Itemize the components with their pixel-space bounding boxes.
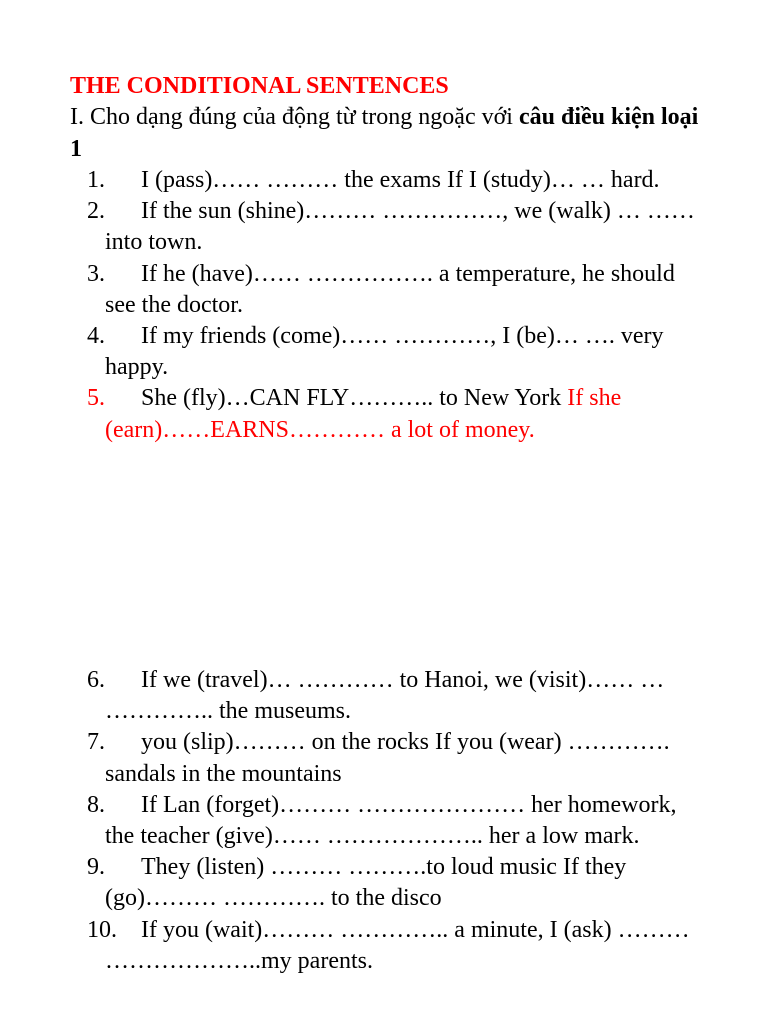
item-text: If we (travel)… ………… to Hanoi, we (visit)…… … ………….. the museums.	[105, 667, 665, 725]
item-text: I (pass)…… ……… the exams If I (study)… … hard.	[141, 167, 660, 193]
exercise-item-3	[87, 259, 707, 321]
item-number: 6.	[87, 667, 105, 693]
item-text: They (listen) ……… ……….to loud music If they (go)……… …………. to the disco	[105, 854, 627, 912]
item-text: If you (wait)……… ………….. a minute, I (ask) ……… ………………..my parents.	[105, 916, 690, 974]
exercise-item-6	[87, 665, 707, 727]
exercise-list-part-1	[87, 165, 707, 446]
instruction-text: I. Cho dạng đúng của động từ trong ngoặc với	[70, 104, 519, 130]
document-title: THE CONDITIONAL SENTENCES	[70, 73, 449, 99]
item-number: 2.	[87, 198, 105, 225]
item-number: 8.	[87, 791, 105, 818]
item-text: If he (have)…… ……………. a temperature, he should see the doctor.	[105, 260, 675, 318]
exercise-item-8	[87, 790, 707, 852]
exercise-item-10	[87, 915, 707, 977]
item-number: 7.	[87, 729, 105, 756]
item-number: 3.	[87, 260, 105, 287]
exercise-list-part-2	[87, 665, 707, 977]
item-text: If Lan (forget)……… ………………… her homework, the teacher (give)…… ……………….. her a low mark.	[105, 791, 677, 850]
exercise-instruction	[70, 101, 700, 165]
exercise-item-1	[87, 165, 707, 196]
item-text: If my friends (come)…… …………, I (be)… …. very happy.	[105, 323, 664, 381]
item-number: 4.	[87, 323, 105, 350]
exercise-item-4	[87, 321, 707, 383]
instruction-bold-text: câu điều kiện loại 1	[70, 104, 699, 162]
exercise-item-5	[87, 383, 707, 445]
item-answer-text: If she (earn)……EARNS………… a lot of money.	[105, 385, 622, 443]
exercise-item-9	[87, 852, 707, 914]
item-number: 5.	[87, 385, 105, 412]
item-text: She (fly)…CAN FLY……….. to New York	[141, 385, 568, 412]
exercise-item-2	[87, 196, 707, 258]
exercise-item-7	[87, 727, 707, 789]
item-number: 10.	[87, 916, 117, 943]
item-number: 9.	[87, 854, 105, 881]
item-text: you (slip)……… on the rocks If you (wear) …………. sandals in the mountains	[105, 729, 670, 787]
item-text: If the sun (shine)……… ……………, we (walk) … …… into town.	[105, 198, 695, 256]
item-number: 1.	[87, 167, 105, 193]
